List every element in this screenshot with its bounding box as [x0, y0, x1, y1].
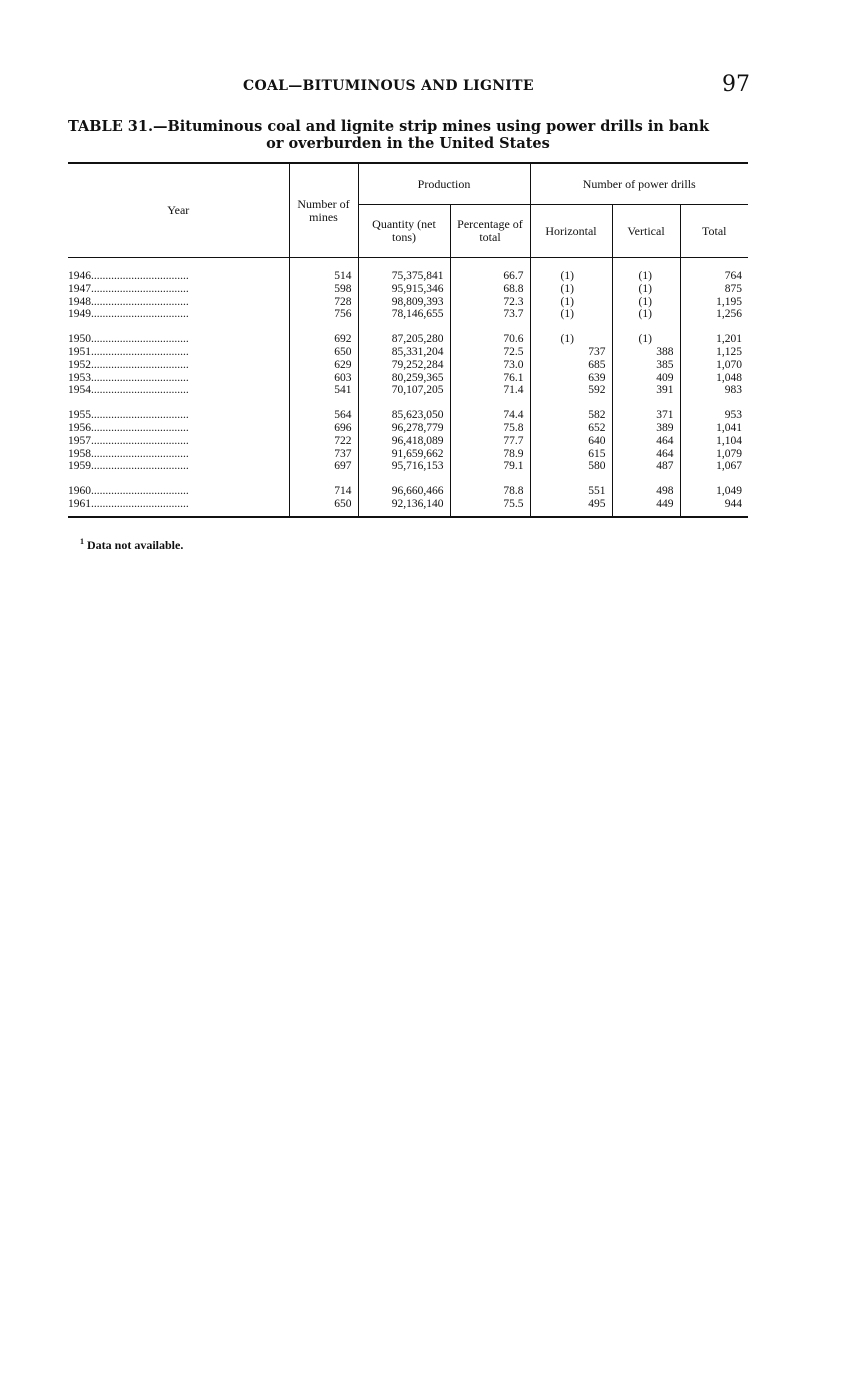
cell-mines: 714 — [289, 473, 358, 498]
running-title: COAL—BITUMINOUS AND LIGNITE — [243, 78, 534, 94]
cell-vertical: 388 — [612, 346, 680, 359]
cell-year-value: 1948 — [68, 295, 91, 308]
cell-year-value: 1947 — [68, 282, 91, 295]
cell-quantity: 95,915,346 — [358, 283, 450, 296]
footnote-marker: 1 — [80, 537, 84, 546]
data-table — [68, 162, 748, 518]
cell-vertical: 385 — [612, 359, 680, 372]
cell-horizontal: (1) — [530, 283, 612, 296]
cell-pct: 75.5 — [450, 498, 530, 517]
table-row — [68, 448, 748, 461]
cell-pct: 66.7 — [450, 258, 530, 283]
cell-year — [68, 397, 289, 422]
leader-dots: .................................. — [91, 358, 189, 371]
cell-vertical: 487 — [612, 460, 680, 473]
cell-year — [68, 308, 289, 321]
cell-pct: 70.6 — [450, 321, 530, 346]
cell-vertical: 389 — [612, 422, 680, 435]
column-header-mines: Number of mines — [289, 163, 358, 258]
cell-year-value: 1953 — [68, 371, 91, 384]
cell-quantity: 75,375,841 — [358, 258, 450, 283]
column-header-percentage: Percentage of total — [450, 205, 530, 258]
cell-year-value: 1949 — [68, 308, 91, 321]
leader-dots: .................................. — [91, 384, 189, 397]
cell-vertical: 409 — [612, 372, 680, 385]
cell-year — [68, 498, 289, 517]
cell-horizontal: 639 — [530, 372, 612, 385]
cell-year — [68, 359, 289, 372]
table-row — [68, 435, 748, 448]
cell-year-value: 1958 — [68, 447, 91, 460]
cell-year — [68, 435, 289, 448]
running-head — [0, 74, 849, 98]
cell-mines: 650 — [289, 498, 358, 517]
cell-quantity: 70,107,205 — [358, 384, 450, 397]
cell-vertical: 464 — [612, 435, 680, 448]
cell-mines: 541 — [289, 384, 358, 397]
table-row — [68, 473, 748, 498]
cell-year — [68, 296, 289, 309]
cell-vertical: (1) — [612, 258, 680, 283]
cell-horizontal: 495 — [530, 498, 612, 517]
leader-dots: .................................. — [91, 295, 189, 308]
leader-dots: .................................. — [91, 345, 189, 358]
cell-horizontal: 580 — [530, 460, 612, 473]
cell-vertical: 498 — [612, 473, 680, 498]
cell-pct: 68.8 — [450, 283, 530, 296]
table-row — [68, 460, 748, 473]
cell-pct: 74.4 — [450, 397, 530, 422]
cell-total: 1,079 — [680, 448, 748, 461]
column-header-vertical: Vertical — [612, 205, 680, 258]
table-row — [68, 296, 748, 309]
cell-year — [68, 448, 289, 461]
leader-dots: .................................. — [91, 447, 189, 460]
table-row — [68, 258, 748, 283]
cell-year — [68, 283, 289, 296]
cell-mines: 728 — [289, 296, 358, 309]
cell-total: 1,104 — [680, 435, 748, 448]
cell-year-value: 1960 — [68, 485, 91, 498]
cell-total: 1,041 — [680, 422, 748, 435]
leader-dots: .................................. — [91, 434, 189, 447]
cell-total: 1,195 — [680, 296, 748, 309]
cell-quantity: 78,146,655 — [358, 308, 450, 321]
cell-pct: 75.8 — [450, 422, 530, 435]
cell-pct: 71.4 — [450, 384, 530, 397]
table-row — [68, 372, 748, 385]
table-caption-line-1: TABLE 31.—Bituminous coal and lignite strip mines using power drills in bank — [68, 118, 710, 135]
cell-year-value: 1957 — [68, 434, 91, 447]
cell-quantity: 80,259,365 — [358, 372, 450, 385]
cell-mines: 692 — [289, 321, 358, 346]
cell-quantity: 92,136,140 — [358, 498, 450, 517]
cell-vertical: (1) — [612, 308, 680, 321]
cell-total: 1,048 — [680, 372, 748, 385]
cell-mines: 603 — [289, 372, 358, 385]
cell-pct: 77.7 — [450, 435, 530, 448]
cell-quantity: 85,331,204 — [358, 346, 450, 359]
cell-horizontal: 652 — [530, 422, 612, 435]
cell-year-value: 1951 — [68, 345, 91, 358]
cell-mines: 756 — [289, 308, 358, 321]
cell-quantity: 96,660,466 — [358, 473, 450, 498]
cell-year-value: 1952 — [68, 358, 91, 371]
cell-vertical: 391 — [612, 384, 680, 397]
cell-vertical: 464 — [612, 448, 680, 461]
cell-vertical: 371 — [612, 397, 680, 422]
cell-total: 1,125 — [680, 346, 748, 359]
cell-quantity: 79,252,284 — [358, 359, 450, 372]
cell-year — [68, 258, 289, 283]
cell-total: 1,256 — [680, 308, 748, 321]
table-row — [68, 397, 748, 422]
cell-quantity: 91,659,662 — [358, 448, 450, 461]
column-header-total: Total — [680, 205, 748, 258]
table-row — [68, 422, 748, 435]
cell-pct: 72.5 — [450, 346, 530, 359]
cell-quantity: 98,809,393 — [358, 296, 450, 309]
cell-year-value: 1961 — [68, 497, 91, 510]
cell-vertical: (1) — [612, 283, 680, 296]
cell-vertical: (1) — [612, 296, 680, 309]
cell-year — [68, 384, 289, 397]
cell-horizontal: 592 — [530, 384, 612, 397]
cell-year — [68, 473, 289, 498]
cell-total: 983 — [680, 384, 748, 397]
cell-year — [68, 422, 289, 435]
cell-mines: 598 — [289, 283, 358, 296]
cell-vertical: (1) — [612, 321, 680, 346]
leader-dots: .................................. — [91, 308, 189, 321]
cell-horizontal: (1) — [530, 296, 612, 309]
leader-dots: .................................. — [91, 409, 189, 422]
table-row — [68, 283, 748, 296]
column-header-production: Production — [358, 163, 530, 205]
cell-horizontal: 582 — [530, 397, 612, 422]
page-number: 97 — [722, 72, 750, 97]
column-header-horizontal: Horizontal — [530, 205, 612, 258]
cell-mines: 629 — [289, 359, 358, 372]
footnote — [80, 537, 183, 553]
cell-total: 1,067 — [680, 460, 748, 473]
cell-year — [68, 372, 289, 385]
table-row — [68, 384, 748, 397]
cell-mines: 737 — [289, 448, 358, 461]
cell-year-value: 1955 — [68, 409, 91, 422]
table-row — [68, 308, 748, 321]
cell-mines: 722 — [289, 435, 358, 448]
cell-quantity: 96,278,779 — [358, 422, 450, 435]
column-header-quantity: Quantity (net tons) — [358, 205, 450, 258]
leader-dots: .................................. — [91, 371, 189, 384]
cell-horizontal: (1) — [530, 308, 612, 321]
leader-dots: .................................. — [91, 270, 189, 282]
leader-dots: .................................. — [91, 421, 189, 434]
footnote-text: Data not available. — [87, 538, 184, 552]
cell-total: 1,201 — [680, 321, 748, 346]
cell-year-value: 1954 — [68, 384, 91, 397]
table-caption-line-2: or overburden in the United States — [266, 135, 550, 152]
leader-dots: .................................. — [91, 282, 189, 295]
cell-total: 1,049 — [680, 473, 748, 498]
table-row — [68, 498, 748, 517]
cell-total: 764 — [680, 258, 748, 283]
cell-horizontal: (1) — [530, 258, 612, 283]
cell-pct: 72.3 — [450, 296, 530, 309]
cell-mines: 696 — [289, 422, 358, 435]
table-row — [68, 359, 748, 372]
cell-quantity: 87,205,280 — [358, 321, 450, 346]
cell-total: 953 — [680, 397, 748, 422]
cell-pct: 76.1 — [450, 372, 530, 385]
cell-pct: 78.9 — [450, 448, 530, 461]
cell-mines: 514 — [289, 258, 358, 283]
cell-year — [68, 346, 289, 359]
cell-total: 944 — [680, 498, 748, 517]
leader-dots: .................................. — [91, 497, 189, 510]
cell-horizontal: 615 — [530, 448, 612, 461]
cell-quantity: 95,716,153 — [358, 460, 450, 473]
cell-vertical: 449 — [612, 498, 680, 517]
cell-horizontal: 737 — [530, 346, 612, 359]
cell-year-value: 1956 — [68, 421, 91, 434]
cell-mines: 564 — [289, 397, 358, 422]
cell-horizontal: 685 — [530, 359, 612, 372]
table-body — [68, 258, 748, 517]
leader-dots: .................................. — [91, 333, 189, 346]
cell-mines: 650 — [289, 346, 358, 359]
cell-year-value: 1946 — [68, 270, 91, 282]
cell-year-value: 1950 — [68, 333, 91, 346]
table-caption — [68, 118, 748, 152]
cell-total: 1,070 — [680, 359, 748, 372]
cell-year — [68, 460, 289, 473]
cell-quantity: 96,418,089 — [358, 435, 450, 448]
cell-horizontal: 551 — [530, 473, 612, 498]
cell-horizontal: (1) — [530, 321, 612, 346]
cell-total: 875 — [680, 283, 748, 296]
leader-dots: .................................. — [91, 485, 189, 498]
cell-year-value: 1959 — [68, 460, 91, 473]
cell-pct: 73.7 — [450, 308, 530, 321]
cell-quantity: 85,623,050 — [358, 397, 450, 422]
leader-dots: .................................. — [91, 460, 189, 473]
cell-pct: 73.0 — [450, 359, 530, 372]
cell-pct: 79.1 — [450, 460, 530, 473]
table-row — [68, 346, 748, 359]
column-header-power-drills: Number of power drills — [530, 163, 748, 205]
table-row — [68, 321, 748, 346]
cell-horizontal: 640 — [530, 435, 612, 448]
cell-pct: 78.8 — [450, 473, 530, 498]
cell-year — [68, 321, 289, 346]
column-header-year: Year — [68, 163, 289, 258]
cell-mines: 697 — [289, 460, 358, 473]
